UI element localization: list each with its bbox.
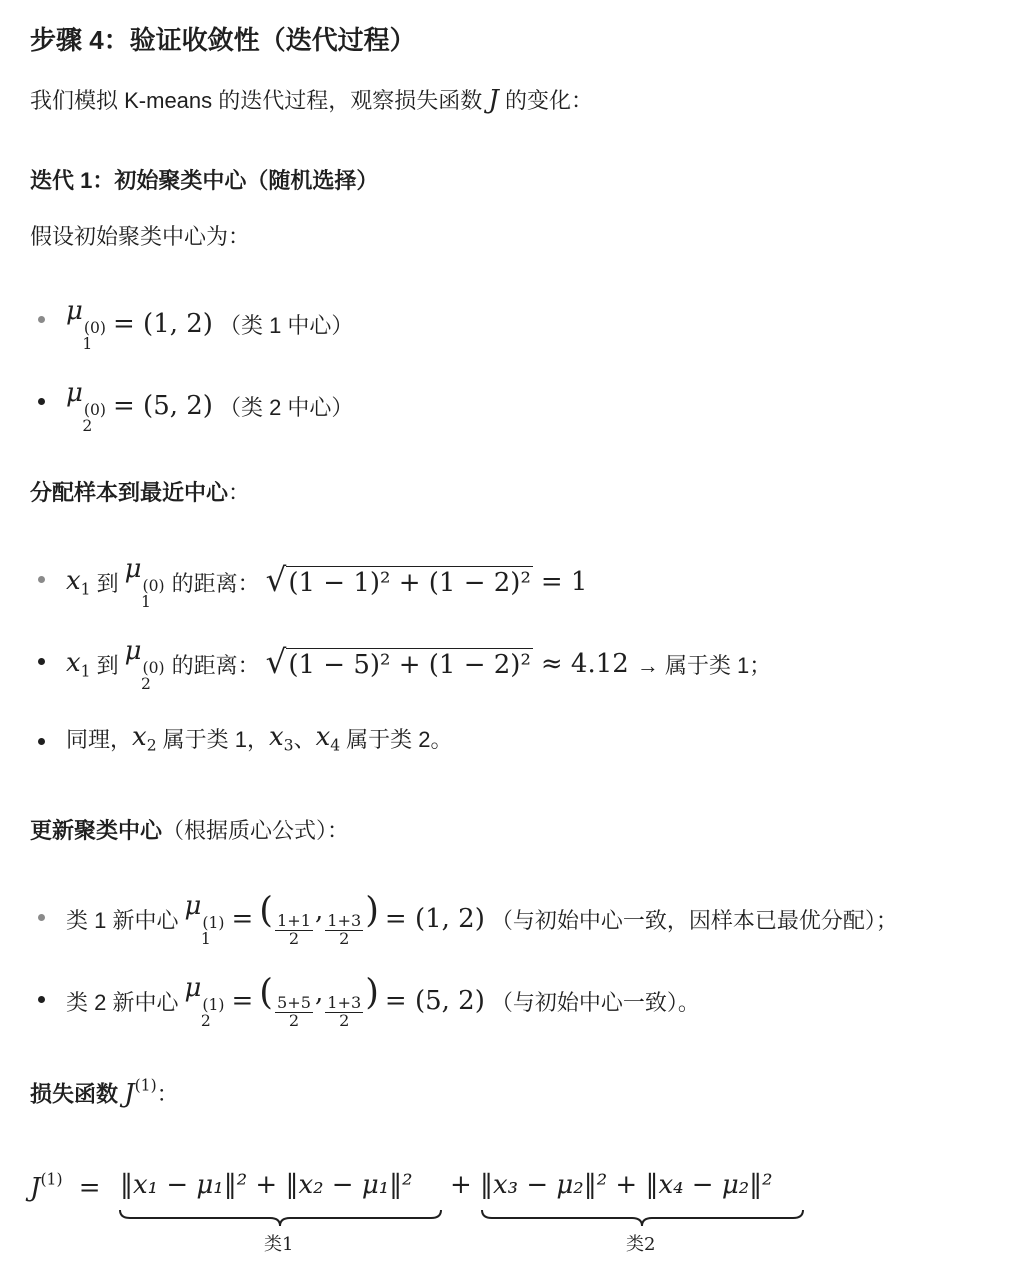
mu2-1-symbol: μ (1) 2 <box>184 972 225 1030</box>
update-item-1-label: 类 1 新中心 <box>66 907 179 933</box>
assign-heading <box>30 476 250 507</box>
init-center-1-note: （类 1 中心） <box>218 312 354 338</box>
equals-sign: = <box>78 1172 101 1203</box>
assign-item-2 <box>66 636 771 692</box>
similar-mid: 属于类 1， <box>162 726 269 752</box>
underbrace-icon <box>118 1208 443 1230</box>
frac-den: 2 <box>288 1011 300 1031</box>
sqrt-expression: √ (1 − 5)² + (1 − 2)² <box>265 643 531 682</box>
underbrace-label-2: 类2 <box>626 1234 656 1255</box>
loss-symbol: $J^{(1)}$ <box>124 1076 157 1109</box>
underbrace-icon <box>480 1208 805 1230</box>
x2-symbol: $x_2$ <box>132 722 157 755</box>
loss-equation <box>30 1170 109 1203</box>
update-item-2-label: 类 2 新中心 <box>66 989 179 1015</box>
frac-den: 2 <box>339 1011 350 1031</box>
update-item-2 <box>66 972 700 1030</box>
assign-item-1-label: 的距离： <box>171 570 260 596</box>
intro-text-after: 的变化： <box>504 88 593 113</box>
plus-sign: + <box>450 1170 472 1200</box>
assign-item-2-label: 的距离： <box>171 652 260 678</box>
x3-symbol: $x_3$ <box>268 722 294 755</box>
loss-heading <box>30 1076 179 1109</box>
loss-title: 损失函数 <box>30 1081 119 1107</box>
iteration-1-heading: 迭代 1：初始聚类中心（随机选择） <box>30 168 379 193</box>
frac-den: 2 <box>339 929 350 949</box>
underbrace-label-1: 类1 <box>264 1234 294 1255</box>
frac-num: 1+3 <box>327 911 362 931</box>
loss-group-2: ‖x₃ − μ₂‖² + ‖x₄ − μ₂‖² <box>480 1170 773 1200</box>
bullet-icon <box>38 658 45 665</box>
loss-lhs: $J^{(1)}$ <box>30 1170 63 1203</box>
init-center-1-value: = (1, 2) <box>113 309 213 340</box>
assign-item-1-to: 到 <box>96 570 119 596</box>
bullet-icon <box>38 398 45 405</box>
init-center-2-note: （类 2 中心） <box>218 394 354 420</box>
mu1-0-symbol: μ (0) 1 <box>124 554 165 611</box>
x4-symbol: $x_4$ <box>315 722 341 755</box>
bullet-icon <box>38 738 45 745</box>
centroid-formula-2: ( $\frac{5+5}{2}$ , $\frac{1+3}{2}$ ) <box>259 972 379 1031</box>
assign-item-2-to: 到 <box>96 652 119 678</box>
assume-text: 假设初始聚类中心为： <box>30 224 251 249</box>
bullet-icon <box>38 996 45 1003</box>
mu2-0-symbol: μ (0) 2 <box>124 636 165 693</box>
frac-num: 1+1 <box>276 911 311 931</box>
init-center-1-math: μ (0) 1 <box>66 296 106 353</box>
bullet-icon <box>38 576 45 583</box>
loss-group-1: ‖x₁ − μ₁‖² + ‖x₂ − μ₁‖² <box>120 1170 413 1200</box>
frac-num: 1+3 <box>327 993 362 1013</box>
step-heading: 步骤 4：验证收敛性（迭代过程） <box>30 25 416 55</box>
bullet-icon <box>38 914 45 921</box>
update-title: 更新聚类中心 <box>30 818 163 843</box>
update-heading <box>30 814 349 845</box>
init-center-2-math: μ (0) 2 <box>66 378 106 435</box>
assign-item-2-result: ≈ 4.12 <box>540 649 629 680</box>
update-item-2-result: = (5, 2) <box>384 986 485 1017</box>
frac-den: 2 <box>288 929 300 949</box>
x1-symbol: $x_1$ <box>66 648 91 681</box>
update-item-1-note: （与初始中心一致，因样本已最优分配）； <box>490 907 898 933</box>
init-center-2 <box>66 378 353 434</box>
similar-item <box>66 722 453 754</box>
init-center-1 <box>66 296 353 352</box>
x1-symbol: $x_1$ <box>66 566 91 599</box>
bullet-icon <box>38 316 45 323</box>
centroid-formula-1: ( $\frac{1+1}{2}$ , $\frac{1+3}{2}$ ) <box>259 890 379 949</box>
loss-lhs-symbol: J <box>30 1172 41 1203</box>
frac-num: 5+5 <box>276 993 311 1013</box>
mu1-1-symbol: μ (1) 1 <box>184 890 225 948</box>
assign-item-1 <box>66 554 587 610</box>
loss-colon: ： <box>156 1081 179 1107</box>
equals-sign: = <box>231 986 254 1017</box>
intro-paragraph <box>30 84 593 115</box>
assign-colon: ： <box>228 480 251 505</box>
similar-sep: 、 <box>293 726 316 752</box>
init-center-2-value: = (5, 2) <box>113 391 213 422</box>
similar-prefix: 同理， <box>66 726 133 752</box>
equals-sign: = <box>231 904 254 935</box>
intro-text: 我们模拟 K-means 的迭代过程，观察损失函数 <box>30 88 483 113</box>
sqrt-radicand: (1 − 1)² + (1 − 2)² <box>288 568 531 599</box>
assign-item-2-tail: → 属于类 1； <box>636 652 772 678</box>
sqrt-expression: √ (1 − 1)² + (1 − 2)² <box>265 561 531 600</box>
loss-symbol: J <box>488 85 499 115</box>
assign-title: 分配样本到最近中心 <box>30 480 229 505</box>
sqrt-radicand: (1 − 5)² + (1 − 2)² <box>288 650 531 681</box>
update-note: （根据质心公式）： <box>162 818 350 843</box>
update-item-1-result: = (1, 2) <box>384 904 485 935</box>
update-item-2-note: （与初始中心一致）。 <box>490 989 700 1015</box>
update-item-1 <box>66 890 898 948</box>
similar-suffix: 属于类 2。 <box>346 726 453 752</box>
assign-item-1-result: = 1 <box>540 567 588 598</box>
